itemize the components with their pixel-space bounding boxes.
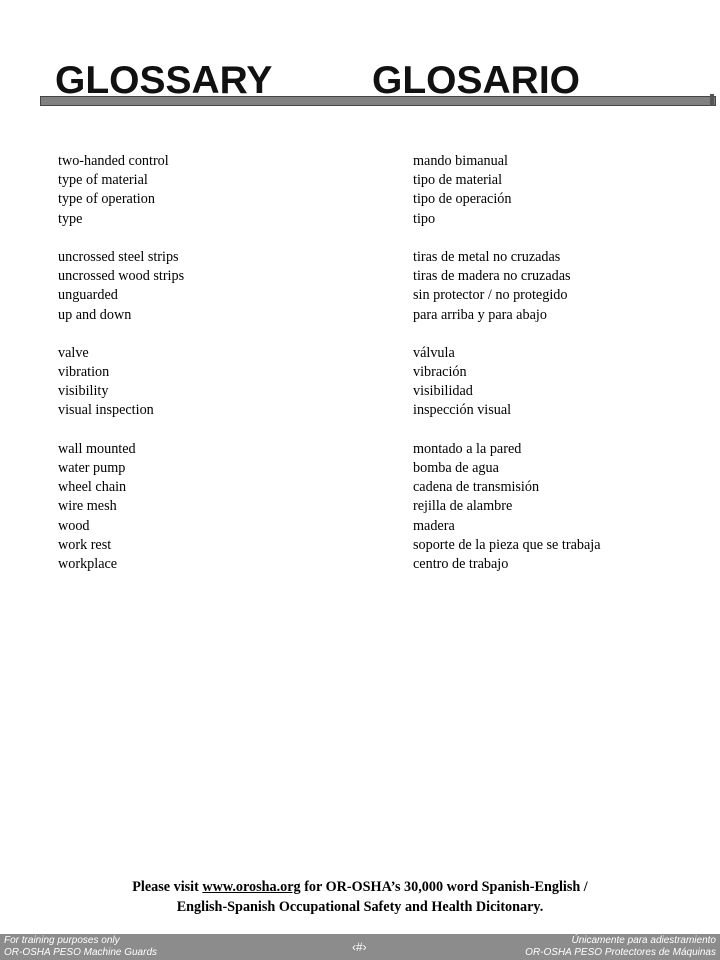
glossary-row (0, 440, 720, 459)
glossary-row (0, 171, 720, 190)
term-spanish: soporte de la pieza que se trabaja (413, 536, 601, 553)
glossary-row (0, 190, 720, 209)
title-bar-end-cap (710, 94, 714, 106)
glossary-row (0, 517, 720, 536)
term-spanish: tipo (413, 210, 436, 227)
term-spanish: madera (413, 517, 455, 534)
glossary-group (0, 152, 720, 229)
term-english: workplace (58, 555, 118, 572)
footer-left (4, 935, 157, 959)
footer-left-line-2: OR-OSHA PESO Machine Guards (4, 947, 158, 958)
glossary-row (0, 152, 720, 171)
term-spanish: rejilla de alambre (413, 498, 513, 515)
term-spanish: tiras de metal no cruzadas (413, 248, 561, 265)
glossary-group (0, 344, 720, 421)
glossary-row (0, 459, 720, 478)
term-english: wire mesh (58, 498, 117, 515)
term-english: up and down (58, 306, 132, 323)
term-spanish: bomba de agua (413, 460, 499, 476)
term-spanish: visibilidad (413, 383, 473, 400)
glossary-row (0, 210, 720, 229)
orosha-link[interactable]: www.orosha.org (202, 879, 301, 895)
term-english: wheel chain (58, 479, 127, 496)
page-title-spanish: GLOSARIO (372, 59, 581, 102)
term-english: work rest (58, 536, 112, 553)
dictionary-note-line-1 (0, 877, 720, 897)
glossary-list (0, 152, 720, 593)
page-title-english: GLOSSARY (55, 59, 273, 102)
note-line-1-suffix: for OR-OSHA’s 30,000 word Spanish-English / (300, 879, 588, 895)
glossary-group (0, 248, 720, 325)
term-english: vibration (58, 364, 110, 381)
footer-bar (0, 934, 720, 960)
glossary-row (0, 382, 720, 401)
term-english: water pump (58, 460, 126, 476)
term-spanish: centro de trabajo (413, 555, 509, 572)
term-english: wall mounted (58, 440, 136, 457)
glossary-row (0, 248, 720, 267)
footer-right-line-1: Únicamente para adiestramiento (571, 935, 716, 946)
slide-number: ‹#› (352, 940, 367, 954)
term-english: visibility (58, 383, 109, 400)
term-spanish: tipo de operación (413, 191, 512, 208)
dictionary-note-line-2: English-Spanish Occupational Safety and Health Dicitonary. (176, 899, 544, 915)
term-english: visual inspection (58, 402, 154, 419)
term-spanish: tiras de madera no cruzadas (413, 268, 571, 285)
footer-right (525, 935, 716, 959)
glossary-row (0, 306, 720, 325)
glossary-row (0, 536, 720, 555)
term-spanish: válvula (413, 344, 455, 361)
term-spanish: sin protector / no protegido (413, 287, 568, 304)
title-banner (0, 58, 720, 110)
term-english: type (58, 210, 83, 227)
glossary-row (0, 478, 720, 497)
term-english: unguarded (58, 287, 118, 304)
term-spanish: para arriba y para abajo (413, 306, 547, 323)
term-spanish: vibración (413, 364, 467, 381)
term-spanish: tipo de material (413, 172, 503, 189)
footer-left-line-1: For training purposes only (4, 935, 120, 946)
glossary-row (0, 497, 720, 516)
glossary-group (0, 440, 720, 574)
term-english: type of material (58, 172, 148, 189)
glossary-row (0, 286, 720, 305)
glossary-row (0, 401, 720, 420)
glossary-row (0, 555, 720, 574)
footer-right-line-2: OR-OSHA PESO Protectores de Máquinas (525, 947, 716, 958)
term-english: wood (58, 517, 90, 534)
term-spanish: montado a la pared (413, 440, 522, 457)
glossary-row (0, 344, 720, 363)
term-english: uncrossed wood strips (58, 268, 185, 285)
term-english: valve (58, 344, 89, 361)
term-english: type of operation (58, 191, 155, 208)
dictionary-note (0, 877, 720, 917)
note-prefix: Please visit (132, 879, 203, 895)
term-spanish: cadena de transmisión (413, 479, 540, 496)
term-english: uncrossed steel strips (58, 248, 179, 265)
glossary-row (0, 267, 720, 286)
term-spanish: inspección visual (413, 402, 512, 419)
glossary-row (0, 363, 720, 382)
term-english: two-handed control (58, 153, 169, 169)
term-spanish: mando bimanual (413, 153, 508, 169)
